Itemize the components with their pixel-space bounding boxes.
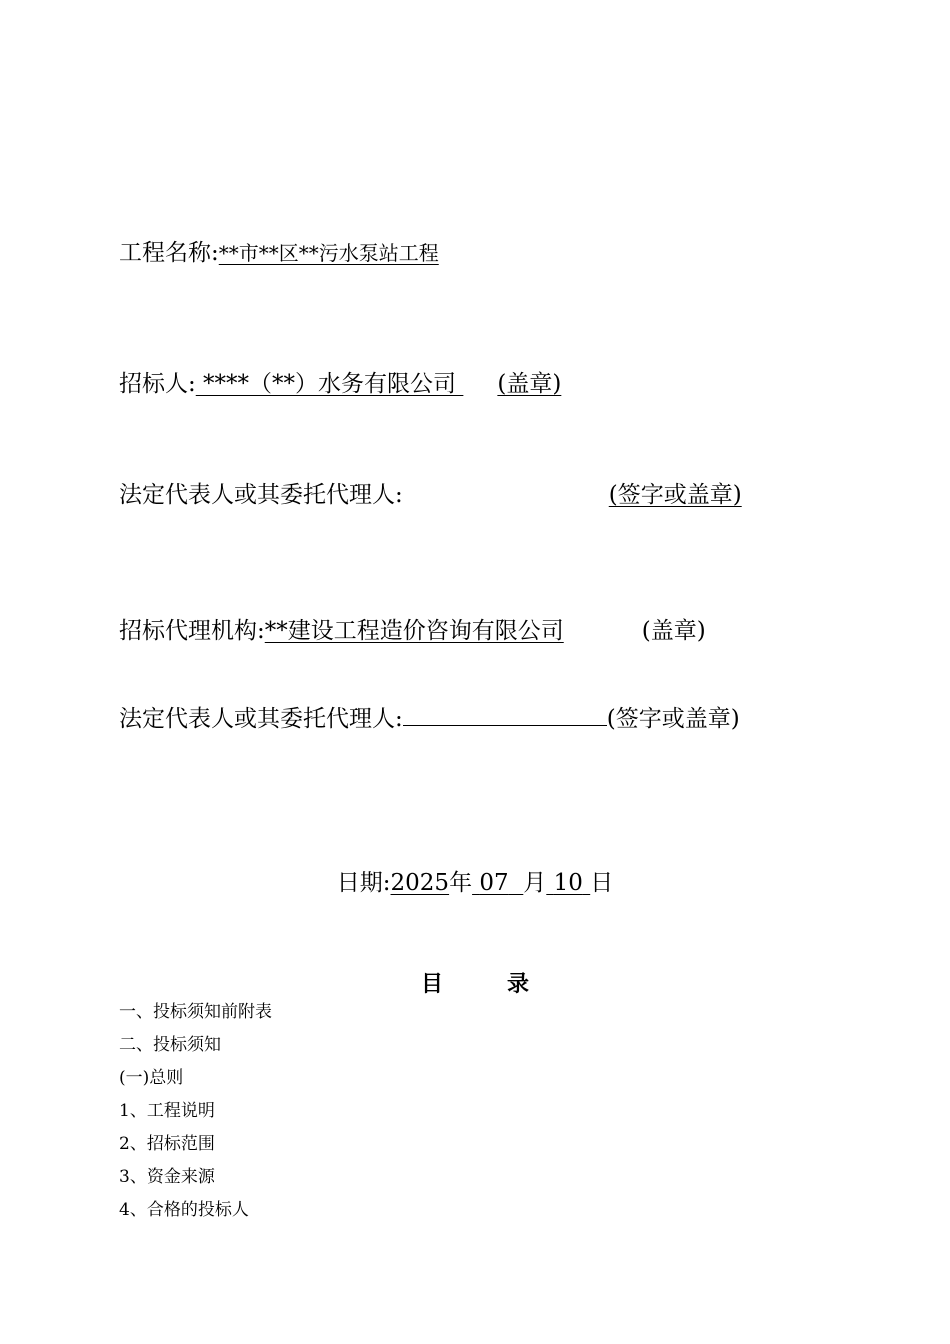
project-name-value <box>219 240 527 266</box>
legal-rep-suffix-2: (签字或盖章) <box>606 706 740 732</box>
toc-item[interactable]: 2、招标范围 <box>119 1134 215 1154</box>
legal-rep-label-1: 法定代表人或其委托代理人: <box>119 482 403 508</box>
date-month-unit: 月 <box>523 870 547 896</box>
toc-item[interactable]: 1、工程说明 <box>119 1101 215 1121</box>
toc-item[interactable]: 4、合格的投标人 <box>119 1200 249 1220</box>
agency-value <box>265 618 642 644</box>
toc-item[interactable]: 一、投标须知前附表 <box>119 1002 272 1022</box>
agency-seal: (盖章) <box>641 618 706 644</box>
date-month-field <box>472 870 523 896</box>
legal-rep-line-1 <box>119 480 742 510</box>
date-month: 07 <box>479 870 509 896</box>
tenderer-line <box>119 369 561 399</box>
date-day: 10 <box>553 870 583 896</box>
date-day-unit: 日 <box>590 870 614 896</box>
legal-rep-field-2[interactable] <box>403 703 607 726</box>
date-year-unit: 年 <box>449 870 473 896</box>
date-label: 日期: <box>336 870 391 896</box>
date-year: 2025 <box>390 870 450 896</box>
legal-rep-field-1[interactable] <box>403 482 742 508</box>
project-name-text: **市**区**污水泵站工程 <box>218 241 439 265</box>
project-name-label: 工程名称: <box>119 240 219 266</box>
date-day-field <box>546 870 590 896</box>
agency-line <box>119 616 706 646</box>
toc-list <box>119 996 272 1227</box>
agency-label: 招标代理机构: <box>119 618 265 644</box>
tenderer-seal: (盖章) <box>497 371 562 397</box>
tenderer-value <box>196 371 562 397</box>
toc-item[interactable]: 二、投标须知 <box>119 1035 221 1055</box>
toc-item[interactable]: 3、资金来源 <box>119 1167 215 1187</box>
legal-rep-suffix-1: (签字或盖章) <box>608 482 742 508</box>
toc-title-char-2: 录 <box>507 971 530 997</box>
toc-title <box>0 969 950 999</box>
tenderer-name: ****（**）水务有限公司 <box>195 371 464 397</box>
toc-item[interactable]: (一)总则 <box>119 1068 184 1088</box>
date-line <box>0 868 950 898</box>
legal-rep-label-2: 法定代表人或其委托代理人: <box>119 706 403 732</box>
tenderer-label: 招标人: <box>119 371 196 397</box>
toc-title-char-1: 目 <box>420 971 443 997</box>
legal-rep-line-2 <box>119 703 740 734</box>
project-name-line <box>119 238 527 268</box>
agency-name: **建设工程造价咨询有限公司 <box>264 618 564 644</box>
